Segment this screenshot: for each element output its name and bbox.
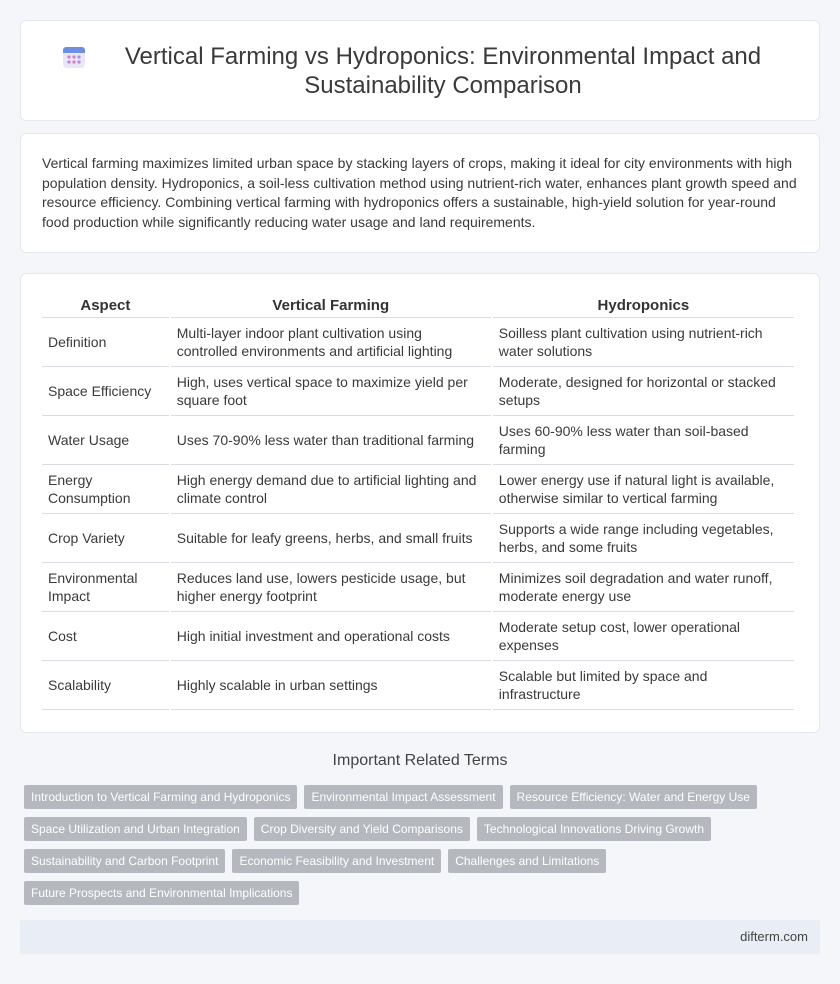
vertical-farming-cell: Reduces land use, lowers pesticide usage, but higher energy footprint bbox=[171, 563, 491, 612]
vertical-farming-cell: High initial investment and operational costs bbox=[171, 612, 491, 661]
related-terms-heading: Important Related Terms bbox=[332, 752, 508, 769]
table-header-row bbox=[42, 292, 794, 318]
intro-text: Vertical farming maximizes limited urban space by stacking layers of crops, making it ideal for city environments with high population density. Hydroponics, a soil-less cultivation method using nutrient-rich water, enhances plant growth speed and resource efficiency. Combining vertical farming with hydroponics offers a sustainable, high-yield solution for year-round food production while significantly reducing water usage and land requirements. bbox=[42, 155, 797, 230]
intro-card bbox=[20, 133, 820, 253]
vertical-farming-cell: Uses 70-90% less water than traditional farming bbox=[171, 416, 491, 465]
page-title: Vertical Farming vs Hydroponics: Environmental Impact and Sustainability Comparison bbox=[124, 42, 762, 99]
footer bbox=[20, 920, 820, 954]
calendar-icon bbox=[61, 44, 87, 70]
aspect-cell: Environmental Impact bbox=[42, 563, 169, 612]
header-card bbox=[20, 20, 820, 121]
related-term-tag[interactable]: Challenges and Limitations bbox=[448, 849, 606, 873]
column-header-aspect: Aspect bbox=[42, 292, 169, 318]
related-term-tag[interactable]: Sustainability and Carbon Footprint bbox=[24, 849, 225, 873]
vertical-farming-cell: Suitable for leafy greens, herbs, and small fruits bbox=[171, 514, 491, 563]
table-row bbox=[42, 661, 794, 710]
related-term-tag[interactable]: Economic Feasibility and Investment bbox=[232, 849, 441, 873]
related-term-tag[interactable]: Future Prospects and Environmental Implications bbox=[24, 881, 299, 905]
table-row bbox=[42, 514, 794, 563]
hydroponics-cell: Soilless plant cultivation using nutrient-rich water solutions bbox=[493, 318, 794, 367]
table-row bbox=[42, 367, 794, 416]
related-term-tag[interactable]: Crop Diversity and Yield Comparisons bbox=[254, 817, 470, 841]
related-term-tag[interactable]: Introduction to Vertical Farming and Hydroponics bbox=[24, 785, 297, 809]
aspect-cell: Space Efficiency bbox=[42, 367, 169, 416]
column-header-vertical-farming: Vertical Farming bbox=[171, 292, 491, 318]
hydroponics-cell: Uses 60-90% less water than soil-based farming bbox=[493, 416, 794, 465]
hydroponics-cell: Supports a wide range including vegetables, herbs, and some fruits bbox=[493, 514, 794, 563]
table-row bbox=[42, 612, 794, 661]
related-term-tag[interactable]: Environmental Impact Assessment bbox=[304, 785, 502, 809]
comparison-table bbox=[40, 292, 796, 710]
footer-site-link[interactable]: difterm.com bbox=[740, 929, 808, 944]
vertical-farming-cell: High, uses vertical space to maximize yield per square foot bbox=[171, 367, 491, 416]
hydroponics-cell: Moderate setup cost, lower operational expenses bbox=[493, 612, 794, 661]
table-row bbox=[42, 465, 794, 514]
aspect-cell: Scalability bbox=[42, 661, 169, 710]
vertical-farming-cell: Highly scalable in urban settings bbox=[171, 661, 491, 710]
vertical-farming-cell: Multi-layer indoor plant cultivation using controlled environments and artificial lighting bbox=[171, 318, 491, 367]
aspect-cell: Cost bbox=[42, 612, 169, 661]
hydroponics-cell: Moderate, designed for horizontal or stacked setups bbox=[493, 367, 794, 416]
related-term-tag[interactable]: Resource Efficiency: Water and Energy Use bbox=[510, 785, 757, 809]
aspect-cell: Energy Consumption bbox=[42, 465, 169, 514]
hydroponics-cell: Lower energy use if natural light is available, otherwise similar to vertical farming bbox=[493, 465, 794, 514]
related-terms-list bbox=[24, 785, 804, 905]
table-row bbox=[42, 318, 794, 367]
hydroponics-cell: Minimizes soil degradation and water runoff, moderate energy use bbox=[493, 563, 794, 612]
comparison-card bbox=[20, 273, 820, 733]
aspect-cell: Water Usage bbox=[42, 416, 169, 465]
vertical-farming-cell: High energy demand due to artificial lighting and climate control bbox=[171, 465, 491, 514]
related-term-tag[interactable]: Technological Innovations Driving Growth bbox=[477, 817, 711, 841]
table-row bbox=[42, 563, 794, 612]
hydroponics-cell: Scalable but limited by space and infrastructure bbox=[493, 661, 794, 710]
column-header-hydroponics: Hydroponics bbox=[493, 292, 794, 318]
table-row bbox=[42, 416, 794, 465]
aspect-cell: Definition bbox=[42, 318, 169, 367]
related-term-tag[interactable]: Space Utilization and Urban Integration bbox=[24, 817, 247, 841]
aspect-cell: Crop Variety bbox=[42, 514, 169, 563]
